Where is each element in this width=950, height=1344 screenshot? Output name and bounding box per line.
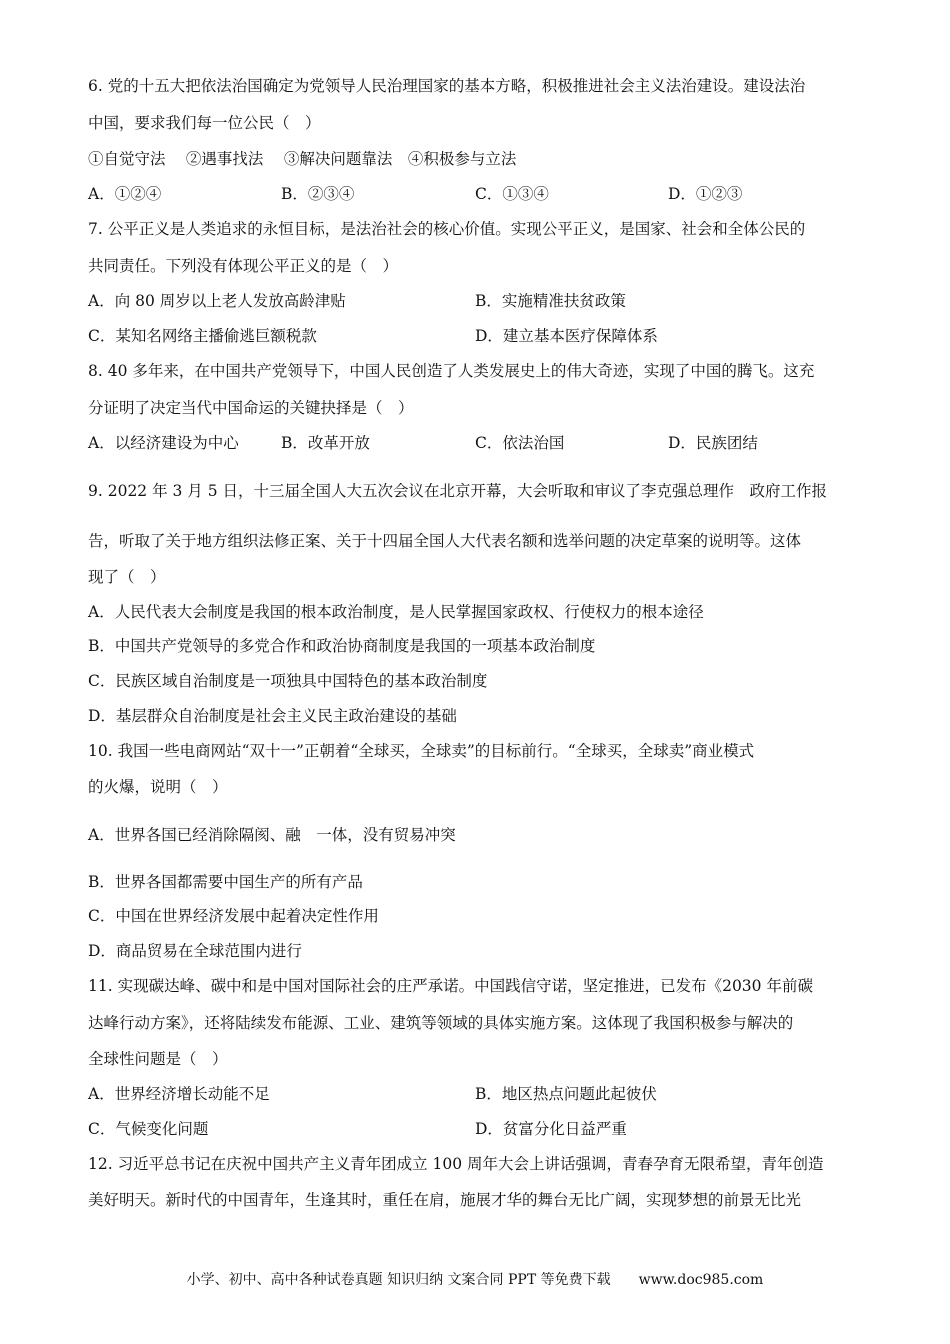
question-9-stem-line-3: 现了（ ） [88, 568, 166, 586]
question-6-option-a: A．①②④ [88, 185, 162, 203]
question-6-stem-line-2: 中国，要求我们每一位公民（ ） [88, 114, 321, 132]
question-9-option-a: A．人民代表大会制度是我国的根本政治制度，是人民掌握国家政权、行使权力的根本途径 [88, 603, 704, 621]
question-12-stem-line-2: 美好明天。新时代的中国青年，生逢其时，重任在肩，施展才华的舞台无比广阔，实现梦想的前景无比光 [88, 1191, 802, 1209]
question-10-option-d: D．商品贸易在全球范围内进行 [88, 942, 302, 960]
question-8-option-a: A．以经济建设为中心 [88, 434, 239, 452]
question-6-option-c: C．①③④ [475, 185, 549, 203]
question-10-stem-line-2: 的火爆，说明（ ） [88, 778, 228, 796]
question-6-option-d: D．①②③ [668, 185, 743, 203]
question-11-option-b: B．地区热点问题此起彼伏 [475, 1085, 657, 1103]
question-7-option-a: A．向 80 周岁以上老人发放高龄津贴 [88, 292, 346, 310]
question-9-stem-line-1: 9. 2022 年 3 月 5 日，十三届全国人大五次会议在北京开幕，大会听取和审议了李克强总理作 政府工作报 [88, 482, 828, 500]
question-11-stem-line-3: 全球性问题是（ ） [88, 1050, 228, 1068]
question-7-stem-line-2: 共同责任。下列没有体现公平正义的是（ ） [88, 257, 399, 275]
question-10-option-b: B．世界各国都需要中国生产的所有产品 [88, 873, 363, 891]
question-8-option-d: D．民族团结 [668, 434, 758, 452]
question-9-option-c: C．民族区域自治制度是一项独具中国特色的基本政治制度 [88, 672, 488, 690]
question-8-option-b: B．改革开放 [281, 434, 370, 452]
question-7-option-c: C．某知名网络主播偷逃巨额税款 [88, 327, 317, 345]
question-9-option-b: B．中国共产党领导的多党合作和政治协商制度是我国的一项基本政治制度 [88, 637, 596, 655]
question-8-stem-line-2: 分证明了决定当代中国命运的关键抉择是（ ） [88, 399, 414, 417]
question-9-stem-line-2: 告，听取了关于地方组织法修正案、关于十四届全国人大代表名额和选举问题的决定草案的说明等。这体 [88, 532, 802, 550]
question-7-option-b: B．实施精准扶贫政策 [475, 292, 626, 310]
question-11-stem-line-2: 达峰行动方案》，还将陆续发布能源、工业、建筑等领域的具体实施方案。这体现了我国积极参与解决的 [88, 1014, 794, 1032]
question-12-stem-line-1: 12. 习近平总书记在庆祝中国共产主义青年团成立 100 周年大会上讲话强调，青春孕育无限希望，青年创造 [88, 1155, 824, 1173]
question-10-stem-line-1: 10. 我国一些电商网站“双十一”正朝着“全球买，全球卖”的目标前行。“全球买，全球卖”商业模式 [88, 742, 755, 760]
question-6-items: ①自觉守法 ②遇事找法 ③解决问题靠法 ④积极参与立法 [88, 150, 517, 168]
question-11-option-a: A．世界经济增长动能不足 [88, 1085, 270, 1103]
question-7-stem-line-1: 7. 公平正义是人类追求的永恒目标，是法治社会的核心价值。实现公平正义，是国家、社会和全体公民的 [88, 220, 806, 238]
page-footer: 小学、初中、高中各种试卷真题 知识归纳 文案合同 PPT 等免费下载 www.doc985.com [186, 1272, 764, 1288]
question-6-stem-line-1: 6. 党的十五大把依法治国确定为党领导人民治理国家的基本方略，积极推进社会主义法治建设。建设法治 [88, 77, 806, 95]
question-11-option-c: C．气候变化问题 [88, 1120, 209, 1138]
question-11-stem-line-1: 11. 实现碳达峰、碳中和是中国对国际社会的庄严承诺。中国践信守诺，坚定推进，已发布《2030 年前碳 [88, 977, 813, 995]
question-10-option-c: C．中国在世界经济发展中起着决定性作用 [88, 907, 379, 925]
question-11-option-d: D．贫富分化日益严重 [475, 1120, 627, 1138]
question-7-option-d: D．建立基本医疗保障体系 [475, 327, 658, 345]
question-8-option-c: C．依法治国 [475, 434, 565, 452]
question-6-option-b: B．②③④ [281, 185, 355, 203]
question-10-option-a: A．世界各国已经消除隔阂、融 一体，没有贸易冲突 [88, 826, 456, 844]
question-8-stem-line-1: 8. 40 多年来，在中国共产党领导下，中国人民创造了人类发展史上的伟大奇迹，实现了中国的腾飞。这充 [88, 362, 815, 380]
question-9-option-d: D．基层群众自治制度是社会主义民主政治建设的基础 [88, 707, 457, 725]
